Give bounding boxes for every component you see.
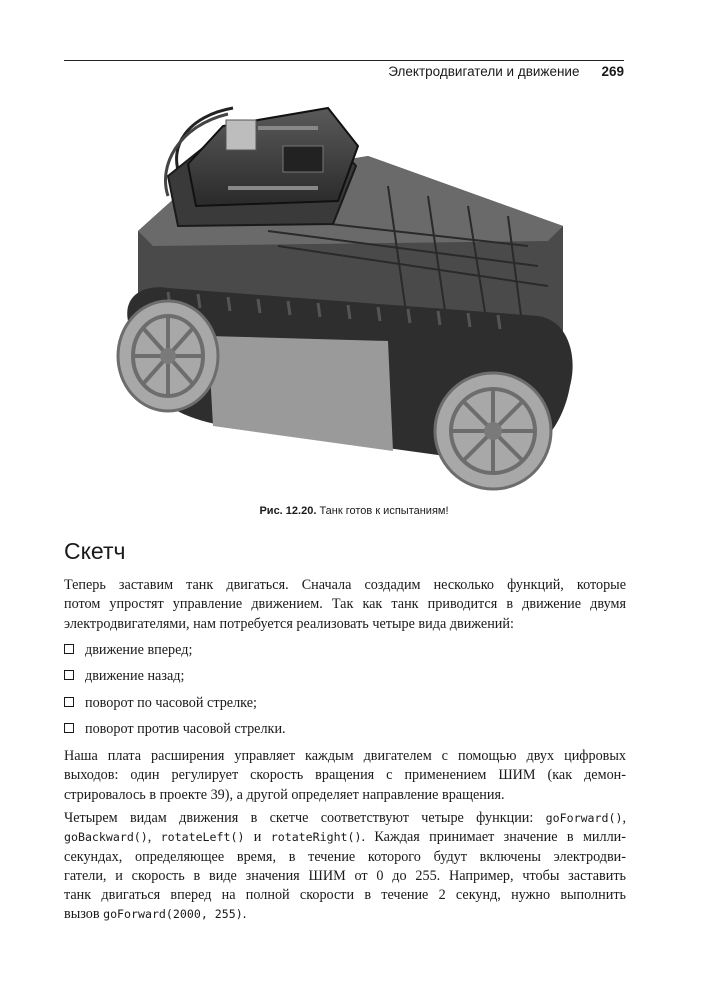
text-fragment: .: [242, 906, 247, 923]
checkbox-bullet-icon: [64, 723, 74, 733]
text-line: танк двигаться вперед на полной скорости в течение 2 секунд, нужно выполнить: [64, 887, 626, 904]
list-item-text: движение вперед;: [85, 642, 193, 658]
paragraph-functions: [64, 809, 626, 925]
paragraph-shield: [64, 747, 626, 805]
text-line: [64, 828, 626, 847]
running-header: [388, 64, 624, 79]
text-line: секундах, определяющее время, в течение которого будут включены электродви-: [64, 848, 626, 865]
text-line: гатели, и скорость в виде значения ШИМ от 0 до 255. Например, чтобы заставить: [64, 867, 626, 884]
list-item: [64, 720, 286, 739]
code-goforward-call: goForward(2000, 255): [103, 907, 243, 922]
header-rule: [64, 60, 624, 61]
text-line: стрировалось в проекте 39), а другой определяет направление вращения.: [64, 786, 505, 803]
text-line: Наша плата расширения управляет каждым двигателем с помощью двух цифровых: [64, 748, 626, 764]
text-line: электродвигателями, нам потребуется реализовать четыре вида движений:: [64, 615, 514, 632]
paragraph-intro: [64, 576, 626, 634]
text-fragment: вызов: [64, 906, 104, 923]
text-line: Теперь заставим танк двигаться. Сначала создадим несколько функций, которые: [64, 577, 626, 593]
list-item-text: движение назад;: [85, 668, 185, 684]
figure-caption-text: Танк готов к испытаниям!: [319, 505, 449, 517]
text-fragment: ,: [147, 829, 161, 846]
code-rotateright: rotateRight(): [270, 830, 362, 845]
text-line: потом упростят управление движением. Так как танк приводится в движение двумя: [64, 596, 626, 613]
list-item-text: поворот против часовой стрелки.: [85, 721, 286, 737]
figure-caption: [0, 505, 708, 517]
text-line: [64, 905, 626, 924]
text-fragment: и: [244, 829, 271, 846]
page-number: 269: [601, 64, 624, 79]
figure-label: Рис. 12.20.: [259, 505, 317, 517]
code-gobackward: goBackward(): [64, 830, 148, 845]
code-goforward: goForward(): [545, 811, 623, 825]
text-line: выходов: один регулирует скорость вращения с применением ШИМ (как демон-: [64, 767, 626, 784]
text-fragment: ,: [622, 810, 626, 826]
section-title: Скетч: [64, 538, 126, 564]
list-item: [64, 641, 192, 660]
list-item: [64, 694, 257, 713]
checkbox-bullet-icon: [64, 644, 74, 654]
list-item: [64, 667, 184, 686]
running-title: Электродвигатели и движение: [388, 64, 580, 79]
tank-robot-photo: [108, 106, 582, 498]
text-line: [64, 809, 626, 828]
checkbox-bullet-icon: [64, 697, 74, 707]
text-fragment: Четырем видам движения в скетче соответствуют четыре функции:: [64, 810, 546, 826]
text-fragment: . Каждая принимает значение в милли-: [361, 829, 626, 846]
list-item-text: поворот по часовой стрелке;: [85, 695, 257, 711]
code-rotateleft: rotateLeft(): [160, 830, 245, 845]
checkbox-bullet-icon: [64, 670, 74, 680]
